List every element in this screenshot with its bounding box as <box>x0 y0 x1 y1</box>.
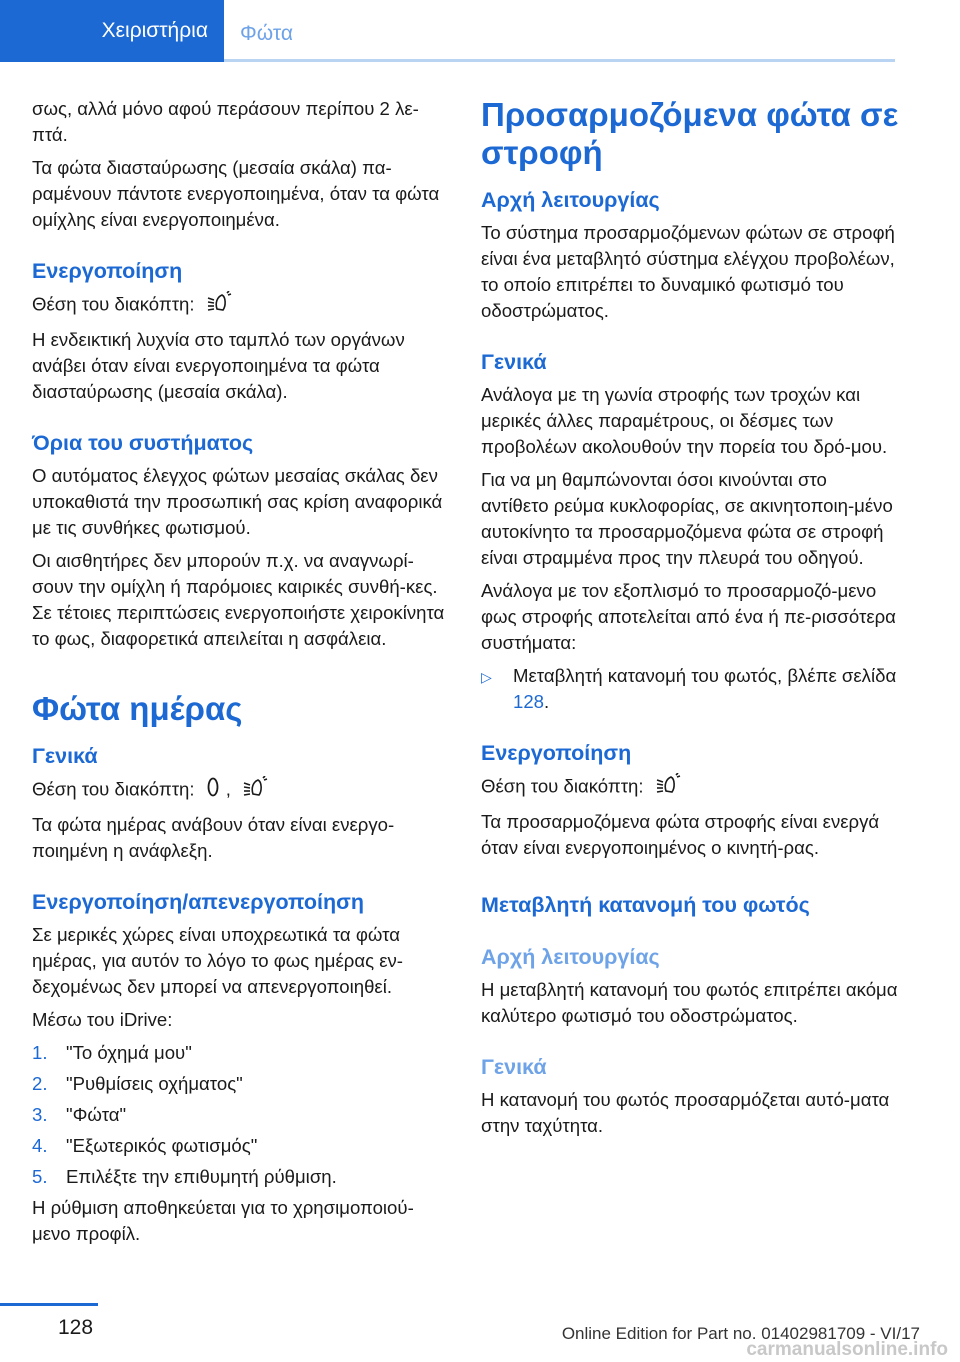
paragraph: Η ρύθμιση αποθηκεύεται για το χρησιμοποιού-μενο προφίλ. <box>32 1197 414 1244</box>
section-heading: Γενικά <box>481 350 547 374</box>
lights-off-icon <box>206 776 220 805</box>
list-item <box>32 1133 450 1159</box>
switch-position <box>32 776 450 805</box>
paragraph: σως, αλλά μόνο αφού περάσουν περίπου 2 λε-πτά. <box>32 98 419 145</box>
step-number: 1. <box>32 1042 48 1063</box>
paragraph: Ανάλογα με τον εξοπλισμό το προσαρμοζό-μενο φως στροφής αποτελείται από ένα ή πε-ρισσότερα συστήματα: <box>481 580 896 653</box>
switch-label: Θέση του διακόπτη: <box>32 293 195 315</box>
tab-controls[interactable] <box>0 0 224 62</box>
paragraph: Η κατανομή του φωτός προσαρμόζεται αυτό-ματα στην ταχύτητα. <box>481 1089 890 1136</box>
bullet-list <box>481 663 899 715</box>
switch-label: Θέση του διακόπτη: <box>32 778 195 800</box>
list-item <box>32 1102 450 1128</box>
bullet-end: . <box>544 691 550 712</box>
list-item <box>32 1071 450 1097</box>
page-link[interactable]: 128 <box>513 691 545 712</box>
step-number: 2. <box>32 1073 48 1094</box>
tab-lights[interactable] <box>240 22 293 46</box>
paragraph: Ο αυτόματος έλεγχος φώτων μεσαίας σκάλας δεν υποκαθιστά την προσωπική σας κρίση αναφορικά με τις συνθήκες φωτισμού. <box>32 465 443 538</box>
section-heading: Αρχή λειτουργίας <box>481 945 660 969</box>
paragraph: Το σύστημα προσαρμοζόμενων φώτων σε στροφή είναι ένα μεταβλητό σύστημα ελέγχου προβολέων, το οποίο επιτρέπει το δυναμικό φωτισμό του οδοστρώματος. <box>481 222 895 321</box>
paragraph: Για να μη θαμπώνονται όσοι κινούνται στο αντίθετο ρεύμα κυκλοφορίας, σε ακινητοποιη-μένο αυτοκίνητο τα προσαρμοζόμενα φώτα σε στροφή είναι στραμμένα προς την πλευρά του οδηγού. <box>481 469 893 568</box>
paragraph: Οι αισθητήρες δεν μπορούν π.χ. να αναγνωρί-σουν την ομίχλη ή παρόμοιες καιρικές συνθή-κες. Σε τέτοιες περιπτώσεις ενεργοποιήστε χειροκίνητα το φως, διαφορετικά απειλείται η ασφάλεια. <box>32 550 445 649</box>
list-item <box>481 663 899 715</box>
step-number: 3. <box>32 1104 48 1125</box>
paragraph: Τα φώτα διασταύρωσης (μεσαία σκάλα) πα-ραμένουν πάντοτε ενεργοποιημένα, όταν τα φώτα ομίχλης είναι ενεργοποιημένα. <box>32 157 440 230</box>
right-column <box>481 96 899 1146</box>
section-heading: Γενικά <box>481 1055 547 1079</box>
tab-lights-label: Φώτα <box>240 22 293 45</box>
auto-headlight-icon <box>206 291 232 320</box>
switch-label: Θέση του διακόπτη: <box>481 775 644 797</box>
bullet-text: Μεταβλητή κατανομή του φωτός, βλέπε σελίδα <box>513 665 897 686</box>
left-column <box>32 96 450 1254</box>
bullet-content <box>513 663 899 715</box>
paragraph: Τα προσαρμοζόμενα φώτα στροφής είναι ενεργά όταν είναι ενεργοποιημένος ο κινητή-ρας. <box>481 811 880 858</box>
section-heading: Ενεργοποίηση <box>481 741 632 765</box>
paragraph: Μέσω του iDrive: <box>32 1009 173 1030</box>
step-text: "Φώτα" <box>66 1104 127 1125</box>
page-number: 128 <box>58 1316 94 1339</box>
step-number: 5. <box>32 1166 48 1187</box>
step-text: "Το όχημά μου" <box>66 1042 192 1063</box>
triangle-bullet-icon: ▷ <box>481 669 492 685</box>
tab-controls-label: Χειριστήρια <box>101 19 208 42</box>
tab-underline <box>224 59 895 62</box>
auto-headlight-icon <box>242 776 268 805</box>
switch-position <box>481 773 899 802</box>
chapter-heading: Προσαρμοζόμενα φώτα σε στροφή <box>481 96 899 171</box>
paragraph: Σε μερικές χώρες είναι υποχρεωτικά τα φώτα ημέρας, για αυτόν το λόγο το φως ημέρας εν-δεχομένως δεν μπορεί να απενεργοποιηθεί. <box>32 924 403 997</box>
paragraph: Ανάλογα με τη γωνία στροφής των τροχών και μερικές άλλες παραμέτρους, οι δέσμες των προβολέων ακολουθούν την πορεία του δρό-μου. <box>481 384 888 457</box>
edition-text: Online Edition for Part no. 01402981709 - VI/17 <box>561 1324 920 1343</box>
steps-list <box>32 1040 450 1190</box>
paragraph: Η μεταβλητή κατανομή του φωτός επιτρέπει ακόμα καλύτερο φωτισμό του οδοστρώματος. <box>481 979 898 1026</box>
switch-position <box>32 291 450 320</box>
footer-rule <box>0 1303 98 1306</box>
paragraph: Η ενδεικτική λυχνία στο ταμπλό των οργάνων ανάβει όταν είναι ενεργοποιημένα τα φώτα διασταύρωσης (μεσαία σκάλα). <box>32 329 405 402</box>
section-heading: Μεταβλητή κατανομή του φωτός <box>481 893 810 917</box>
step-text: Επιλέξτε την επιθυμητή ρύθμιση. <box>66 1166 337 1187</box>
header-tabs <box>0 0 895 62</box>
list-item <box>32 1040 450 1066</box>
comma: , <box>225 778 231 800</box>
auto-headlight-icon <box>655 773 681 802</box>
paragraph: Τα φώτα ημέρας ανάβουν όταν είναι ενεργο-ποιημένη η ανάφλεξη. <box>32 814 395 861</box>
step-text: "Ρυθμίσεις οχήματος" <box>66 1073 243 1094</box>
watermark: carmanualsonline.info <box>746 1339 948 1360</box>
list-item <box>32 1164 450 1190</box>
section-heading: Γενικά <box>32 744 98 768</box>
section-heading: Αρχή λειτουργίας <box>481 188 660 212</box>
step-text: "Εξωτερικός φωτισμός" <box>66 1135 258 1156</box>
chapter-heading: Φώτα ημέρας <box>32 690 243 727</box>
section-heading: Όρια του συστήματος <box>32 431 254 455</box>
section-heading: Ενεργοποίηση <box>32 259 183 283</box>
step-number: 4. <box>32 1135 48 1156</box>
section-heading: Ενεργοποίηση/απενεργοποίηση <box>32 890 364 914</box>
